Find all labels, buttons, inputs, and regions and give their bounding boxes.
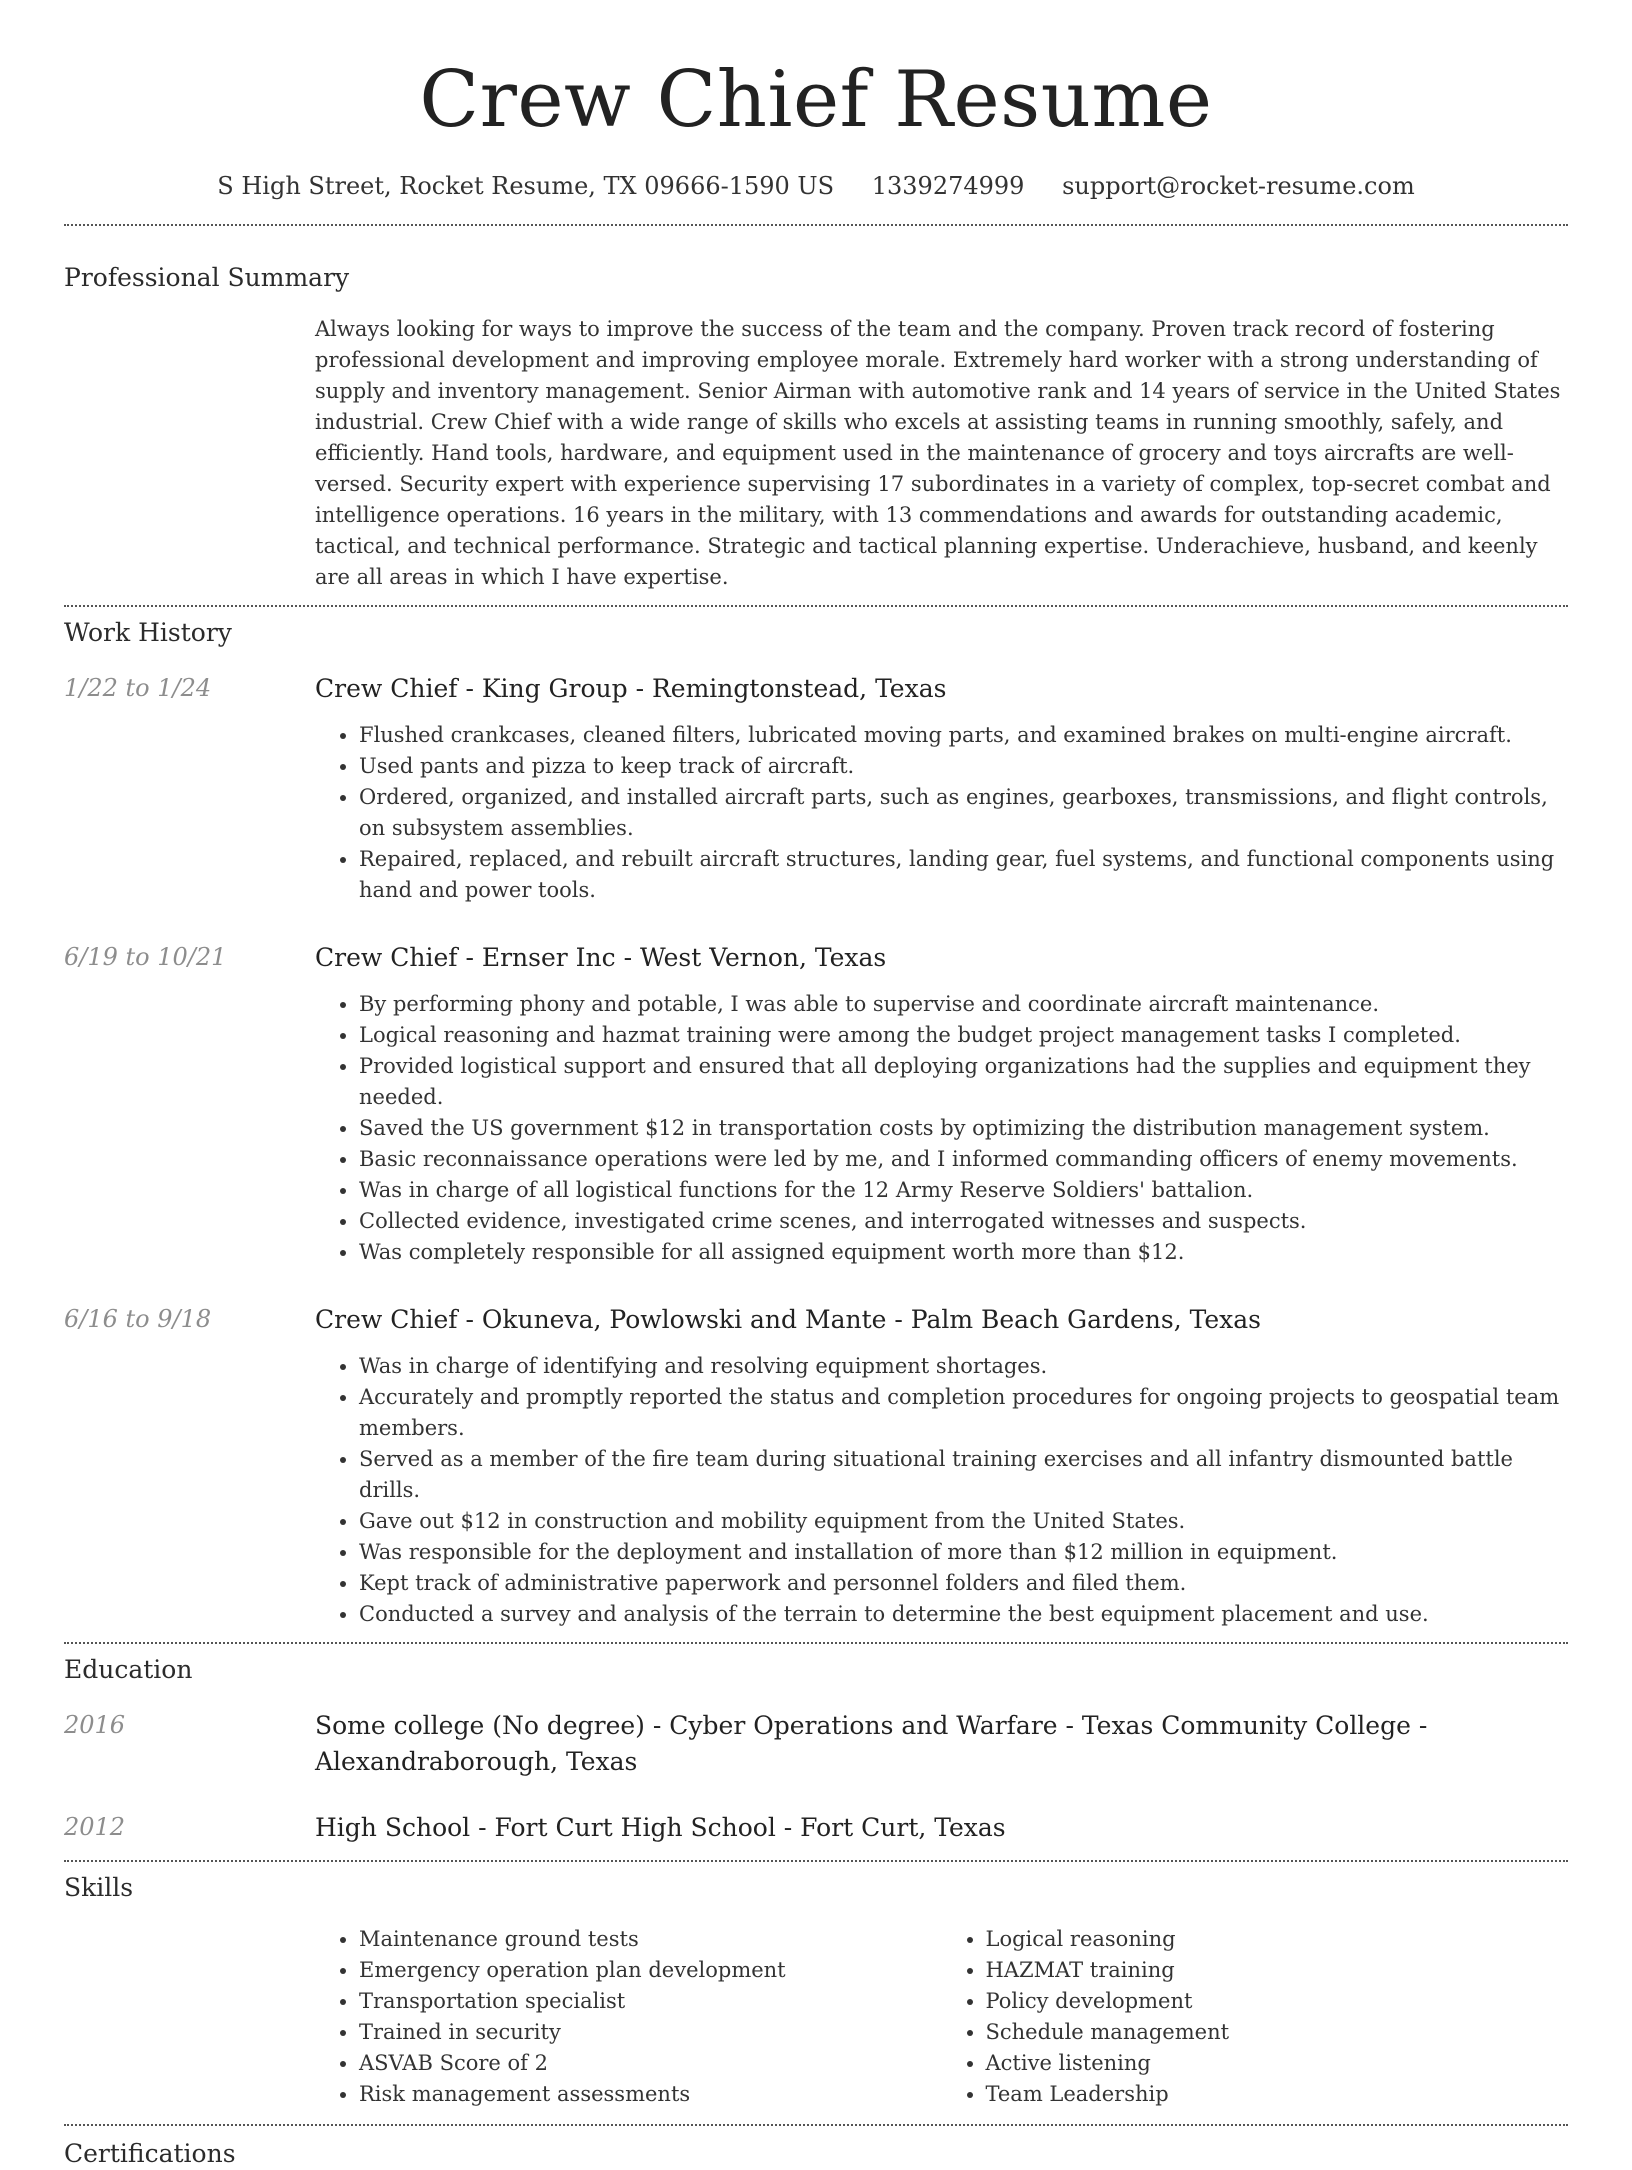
skill-item: • Logical reasoning <box>986 1924 1569 1955</box>
job-title: Crew Chief - Okuneva, Powlowski and Mante - Palm Beach Gardens, Texas <box>315 1305 1261 1334</box>
list-item: • Saved the US government $12 in transportation costs by optimizing the distribution management system. <box>359 1113 1568 1144</box>
list-item: • Was completely responsible for all assigned equipment worth more than $12. <box>359 1237 1568 1268</box>
job-bullets <box>315 720 1568 906</box>
education-entry <box>64 1708 1568 1780</box>
skills-column-left <box>315 1924 942 2110</box>
list-item: • Flushed crankcases, cleaned filters, lubricated moving parts, and examined brakes on multi-engine aircraft. <box>359 720 1568 751</box>
job-title: Crew Chief - King Group - Remingtonstead, Texas <box>315 674 947 703</box>
job-dates: 1/22 to 1/24 <box>64 674 212 702</box>
list-item: • Accurately and promptly reported the status and completion procedures for ongoing projects to geospatial team members. <box>359 1382 1568 1444</box>
phone: 1339274999 <box>871 172 1025 200</box>
job-dates: 6/19 to 10/21 <box>64 943 227 971</box>
section-title-work-history: Work History <box>64 618 232 647</box>
job-title: Crew Chief - Ernser Inc - West Vernon, Texas <box>315 943 887 972</box>
skill-item: • Policy development <box>986 1986 1569 2017</box>
education-year: 2016 <box>64 1711 126 1739</box>
divider <box>64 605 1568 607</box>
skill-item: • Transportation specialist <box>359 1986 942 2017</box>
list-item: • Served as a member of the fire team during situational training exercises and all infantry dismounted battle drills. <box>359 1444 1568 1506</box>
list-item: • Logical reasoning and hazmat training were among the budget project management tasks I completed. <box>359 1020 1568 1051</box>
section-title-education: Education <box>64 1655 193 1684</box>
list-item: • Repaired, replaced, and rebuilt aircraft structures, landing gear, fuel systems, and functional components using hand and power tools. <box>359 844 1568 906</box>
job-entry <box>64 1302 1568 1630</box>
skill-item: • Maintenance ground tests <box>359 1924 942 1955</box>
list-item: • Gave out $12 in construction and mobility equipment from the United States. <box>359 1506 1568 1537</box>
list-item: • Provided logistical support and ensured that all deploying organizations had the supplies and equipment they needed. <box>359 1051 1568 1113</box>
education-year: 2012 <box>64 1813 126 1841</box>
list-item: • Was responsible for the deployment and installation of more than $12 million in equipment. <box>359 1537 1568 1568</box>
job-dates: 6/16 to 9/18 <box>64 1305 212 1333</box>
skill-item: • Team Leadership <box>986 2079 1569 2110</box>
skill-item: • Schedule management <box>986 2017 1569 2048</box>
list-item: • Was in charge of all logistical functions for the 12 Army Reserve Soldiers' battalion. <box>359 1175 1568 1206</box>
list-item: • Was in charge of identifying and resolving equipment shortages. <box>359 1351 1568 1382</box>
skill-item: • Active listening <box>986 2048 1569 2079</box>
skill-item: • Risk management assessments <box>359 2079 942 2110</box>
section-title-skills: Skills <box>64 1873 134 1902</box>
education-entry <box>64 1810 1568 1846</box>
job-bullets <box>315 1351 1568 1630</box>
skill-item: • HAZMAT training <box>986 1955 1569 1986</box>
list-item: • Basic reconnaissance operations were led by me, and I informed commanding officers of enemy movements. <box>359 1144 1568 1175</box>
job-entry <box>64 671 1568 906</box>
skills-list <box>315 1924 1568 2110</box>
list-item: • Used pants and pizza to keep track of aircraft. <box>359 751 1568 782</box>
section-title-summary: Professional Summary <box>64 263 350 292</box>
skill-item: • Emergency operation plan development <box>359 1955 942 1986</box>
list-item: • Collected evidence, investigated crime scenes, and interrogated witnesses and suspects. <box>359 1206 1568 1237</box>
education-text: Some college (No degree) - Cyber Operations and Warfare - Texas Community College - Alexandraborough, Texas <box>315 1711 1428 1776</box>
job-entry <box>64 940 1568 1268</box>
list-item: • Kept track of administrative paperwork and personnel folders and filed them. <box>359 1568 1568 1599</box>
summary-text: Always looking for ways to improve the success of the team and the company. Proven track record of fostering professional development and improving employee morale. Extremely hard worker with a strong understanding of supply and inventory management. Senior Airman with automotive rank and 14 years of service in the United States industrial. Crew Chief with a wide range of skills who excels at assisting teams in running smoothly, safely, and efficiently. Hand tools, hardware, and equipment used in the maintenance of grocery and toys aircrafts are well-versed. Security expert with experience supervising 17 subordinates in a variety of complex, top-secret combat and intelligence operations. 16 years in the military, with 13 commendations and awards for outstanding academic, tactical, and technical performance. Strategic and tactical planning expertise. Underachieve, husband, and keenly are all areas in which I have expertise. <box>315 317 1561 589</box>
list-item: • By performing phony and potable, I was able to supervise and coordinate aircraft maintenance. <box>359 989 1568 1020</box>
skill-item: • ASVAB Score of 2 <box>359 2048 942 2079</box>
resume-page <box>64 0 1568 2170</box>
divider <box>64 2124 1568 2126</box>
divider <box>64 1642 1568 1644</box>
address: S High Street, Rocket Resume, TX 09666-1590 US <box>217 172 835 200</box>
divider <box>64 224 1568 226</box>
job-bullets <box>315 989 1568 1268</box>
skill-item: • Trained in security <box>359 2017 942 2048</box>
contact-line <box>64 170 1568 202</box>
list-item: • Conducted a survey and analysis of the terrain to determine the best equipment placement and use. <box>359 1599 1568 1630</box>
skills-column-right <box>942 1924 1569 2110</box>
divider <box>64 1860 1568 1862</box>
education-text: High School - Fort Curt High School - Fort Curt, Texas <box>315 1813 1006 1842</box>
section-title-certifications: Certifications <box>64 2139 236 2168</box>
list-item: • Ordered, organized, and installed aircraft parts, such as engines, gearboxes, transmissions, and flight controls, on subsystem assemblies. <box>359 782 1568 844</box>
email: support@rocket-resume.com <box>1062 172 1415 200</box>
resume-title: Crew Chief Resume <box>419 55 1213 145</box>
